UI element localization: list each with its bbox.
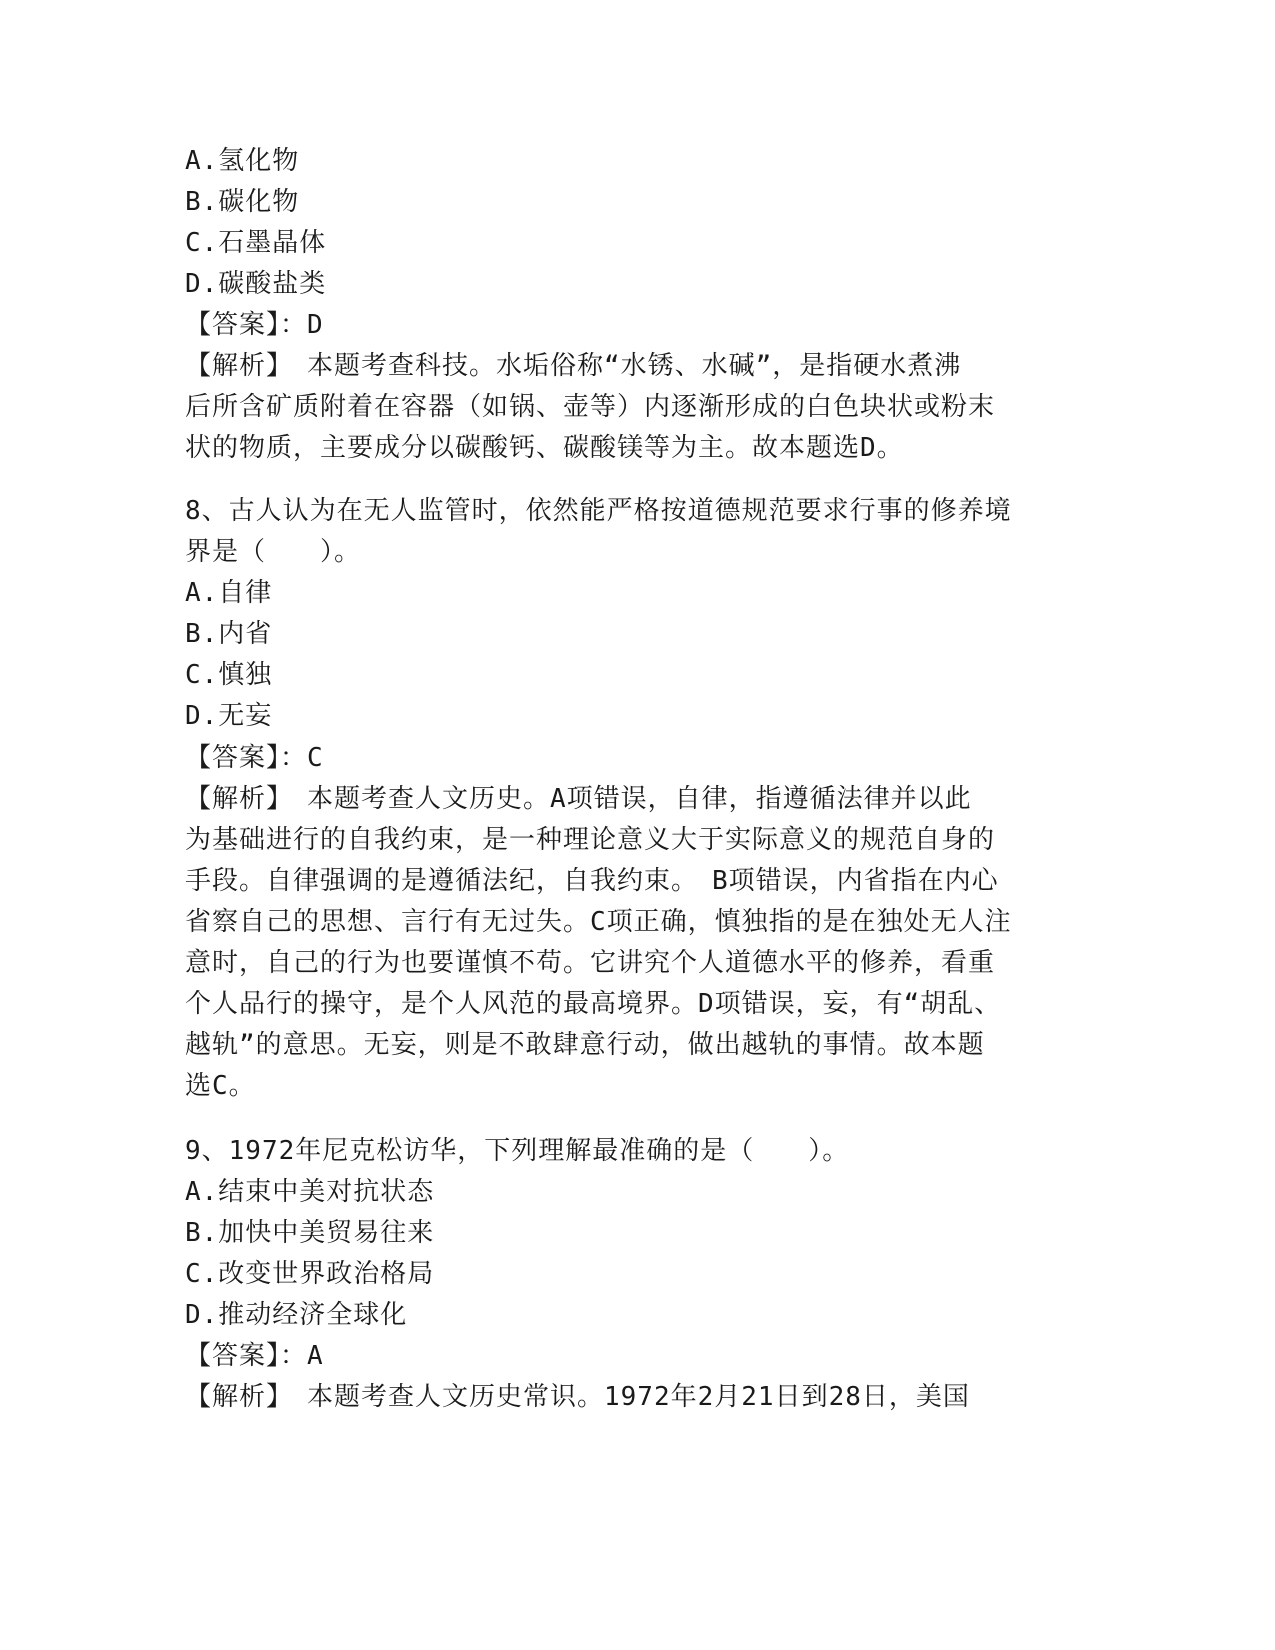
analysis-line: 省察自己的思想、言行有无过失。C项正确，慎独指的是在独处无人注: [185, 907, 1012, 937]
answer-line: 【答案】：C: [185, 743, 324, 773]
analysis-line: 状的物质，主要成分以碳酸钙、碳酸镁等为主。故本题选D。: [185, 433, 904, 463]
option-b: B.内省: [185, 619, 273, 649]
answer-line: 【答案】：A: [185, 1341, 324, 1371]
option-c: C.慎独: [185, 660, 273, 690]
option-d: D.推动经济全球化: [185, 1300, 408, 1330]
analysis-line: 意时，自己的行为也要谨慎不苟。它讲究个人道德水平的修养，看重: [185, 948, 996, 978]
option-c: C.改变世界政治格局: [185, 1259, 435, 1289]
option-d: D.碳酸盐类: [185, 269, 327, 299]
analysis-line: 为基础进行的自我约束，是一种理论意义大于实际意义的规范自身的: [185, 825, 996, 855]
analysis-line: 选C。: [185, 1071, 256, 1101]
analysis-line: 手段。自律强调的是遵循法纪，自我约束。 B项错误，内省指在内心: [185, 866, 999, 896]
question-stem: 8、古人认为在无人监管时，依然能严格按道德规范要求行事的修养境: [185, 496, 1012, 526]
question-stem: 界是（ ）。: [185, 537, 362, 567]
analysis-line: 【解析】 本题考查科技。水垢俗称“水锈、水碱”，是指硬水煮沸: [185, 351, 962, 381]
analysis-line: 【解析】 本题考查人文历史常识。1972年2月21日到28日，美国: [185, 1382, 970, 1412]
analysis-line: 【解析】 本题考查人文历史。A项错误，自律，指遵循法律并以此: [185, 784, 972, 814]
analysis-line: 后所含矿质附着在容器（如锅、壶等）内逐渐形成的白色块状或粉末: [185, 392, 996, 422]
option-a: A.自律: [185, 578, 273, 608]
option-a: A.氢化物: [185, 146, 300, 176]
analysis-line: 个人品行的操守，是个人风范的最高境界。D项错误，妄，有“胡乱、: [185, 989, 1002, 1019]
option-c: C.石墨晶体: [185, 228, 327, 258]
option-d: D.无妄: [185, 701, 273, 731]
question-stem: 9、1972年尼克松访华，下列理解最准确的是（ ）。: [185, 1136, 850, 1166]
option-a: A.结束中美对抗状态: [185, 1177, 435, 1207]
option-b: B.加快中美贸易往来: [185, 1218, 435, 1248]
analysis-line: 越轨”的意思。无妄，则是不敢肆意行动，做出越轨的事情。故本题: [185, 1030, 985, 1060]
option-b: B.碳化物: [185, 187, 300, 217]
answer-line: 【答案】：D: [185, 310, 324, 340]
